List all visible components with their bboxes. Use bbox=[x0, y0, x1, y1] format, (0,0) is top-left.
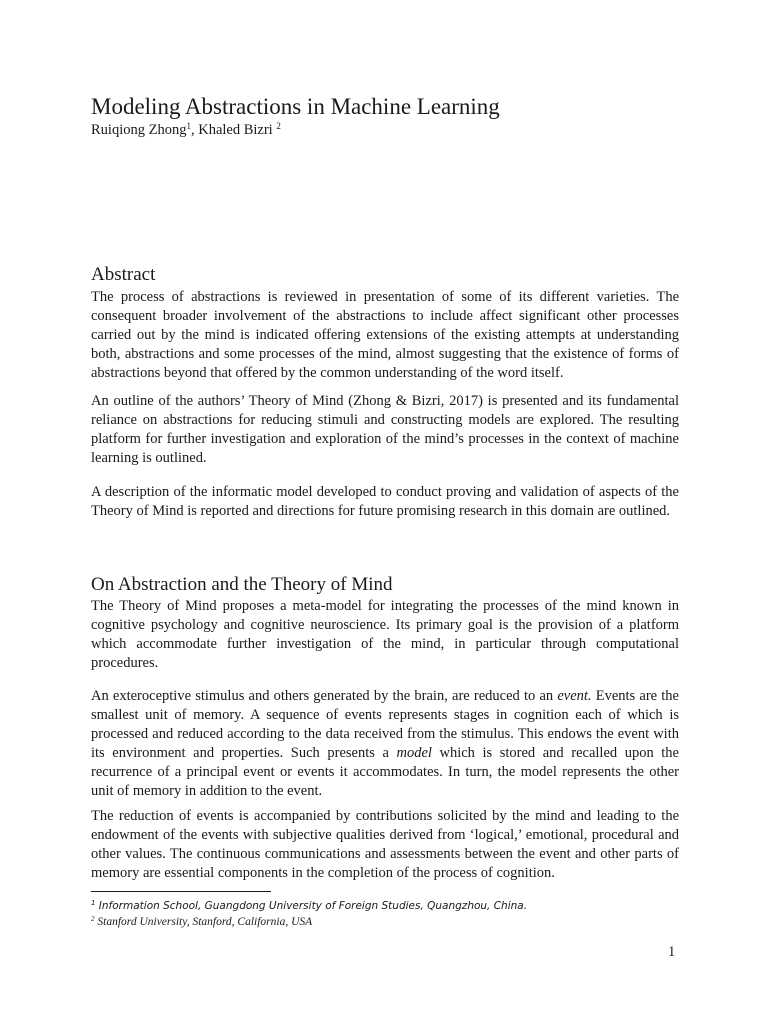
paragraph-text: which is stored and recalled upon the recurrence of a principal event or events it accommodates. In turn, the model represents the other unit of memory in addition to the event. bbox=[91, 745, 679, 799]
abstract-paragraph-2: An outline of the authors’ Theory of Mind (Zhong & Bizri, 2017) is presented and its fundamental reliance on abstractions for reducing stimuli and constructing models are explored. The resulting platform for further investigation and exploration of the mind’s processes in the context of machine learning is outlined. bbox=[91, 393, 679, 466]
paper-title: Modeling Abstractions in Machine Learning bbox=[91, 94, 500, 119]
section-paragraph-2 bbox=[91, 687, 679, 801]
abstract-paragraph-1: The process of abstractions is reviewed in presentation of some of its different varieties. The consequent broader involvement of the abstractions to include affect significant other processes carried out by the mind is indicated offering extensions of the existing attempts at understanding both, abstractions and some processes of the mind, almost suggesting that the existence of forms of abstractions beyond that offered by the common understanding of the word itself. bbox=[91, 289, 679, 381]
page-number: 1 bbox=[668, 944, 676, 960]
emphasized-term: model bbox=[396, 745, 432, 761]
footnote-mark: 1 bbox=[91, 899, 96, 907]
affiliation-mark: 2 bbox=[276, 121, 281, 131]
author-name: Khaled Bizri bbox=[198, 122, 277, 138]
section-heading: On Abstraction and the Theory of Mind bbox=[91, 574, 393, 595]
author-separator: , bbox=[190, 122, 199, 138]
author-name: Ruiqiong Zhong bbox=[91, 122, 187, 138]
paragraph-text: Events are the smallest unit of memory. A sequence of events represents stages in cognition each of which is processed and reduced according to the data received from the stimulus. This endows the event with its environment and properties. Such presents a bbox=[91, 688, 679, 761]
footnote-mark: 2 bbox=[91, 915, 95, 923]
section-paragraph-3: The reduction of events is accompanied by contributions solicited by the mind and leading to the endowment of the events with subjective qualities derived from ‘logical,’ emotional, procedural and other values. The continuous communications and assessments between the event and other parts of memory are essential components in the completion of the process of cognition. bbox=[91, 808, 679, 881]
footnote-1 bbox=[91, 899, 527, 914]
section-paragraph-1: The Theory of Mind proposes a meta-model for integrating the processes of the mind known in cognitive psychology and cognitive neuroscience. Its primary goal is the provision of a platform which accommodate further investigation of the mind, in particular through computational procedures. bbox=[91, 598, 679, 671]
abstract-heading: Abstract bbox=[91, 264, 156, 285]
author-list bbox=[91, 120, 281, 140]
footnote-divider bbox=[91, 891, 271, 892]
abstract-paragraph-3: A description of the informatic model developed to conduct proving and validation of aspects of the Theory of Mind is reported and directions for future promising research in this domain are outlined. bbox=[91, 484, 679, 519]
footnote-text: Stanford University, Stanford, California, USA bbox=[94, 916, 313, 928]
emphasized-term: event. bbox=[557, 688, 592, 704]
affiliation-mark: 1 bbox=[186, 121, 191, 131]
footnote-2 bbox=[91, 915, 312, 930]
footnote-text: Information School, Guangdong University of Foreign Studies, Quangzhou, China. bbox=[95, 900, 528, 912]
paragraph-text: An exteroceptive stimulus and others generated by the brain, are reduced to an bbox=[91, 688, 558, 704]
